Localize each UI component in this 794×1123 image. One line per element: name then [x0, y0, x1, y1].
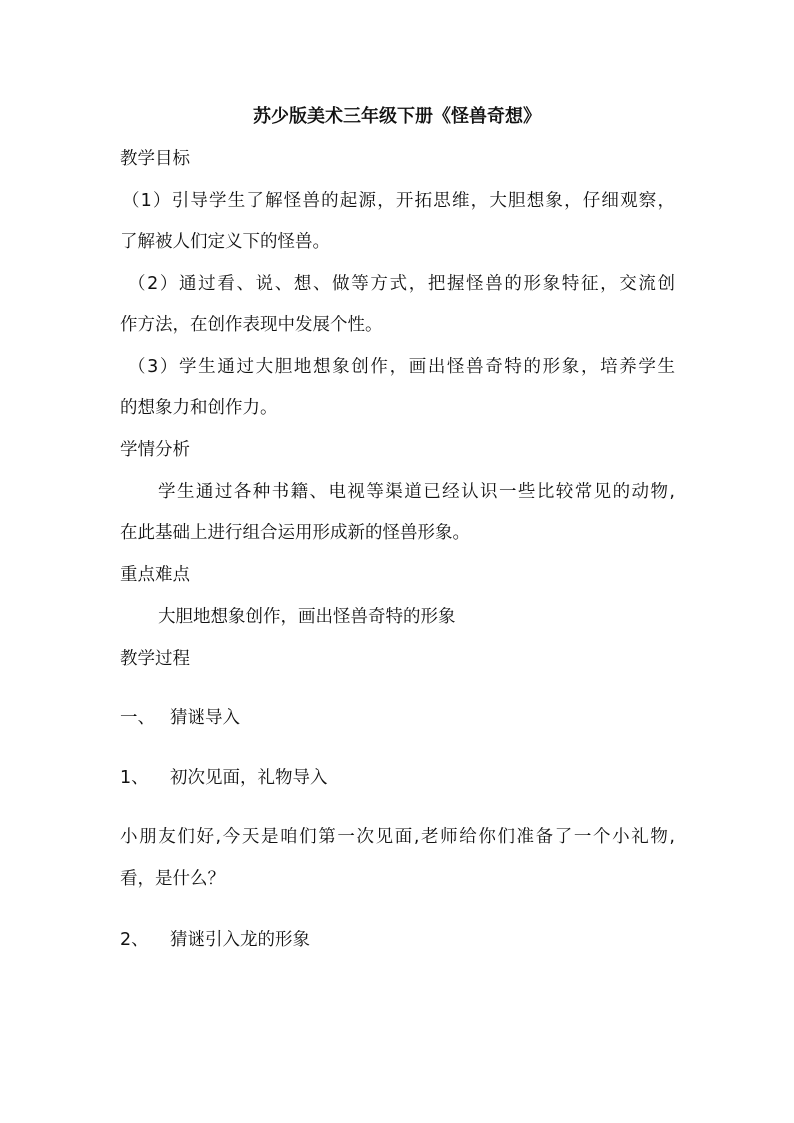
- paragraph-line-1: 小朋友们好,今天是咱们第一次见面,老师给你们准备了一个小礼物,: [120, 827, 675, 847]
- substep-2-text: 猜谜引入龙的形象: [170, 930, 310, 950]
- analysis-line-1: 学生通过各种书籍、电视等渠道已经认识一些比较常见的动物,: [158, 482, 675, 502]
- key-points-text: 大胆地想象创作，画出怪兽奇特的形象: [158, 607, 456, 627]
- goal-1-line-1: （1）引导学生了解怪兽的起源，开拓思维，大胆想象，仔细观察，: [122, 191, 675, 211]
- substep-1: [120, 766, 328, 790]
- step-1-number: 一、: [120, 708, 155, 728]
- goal-2-line-1: （2）通过看、说、想、做等方式，把握怪兽的形象特征，交流创: [128, 274, 675, 294]
- goal-1-line-2: 了解被人们定义下的怪兽。: [120, 232, 330, 252]
- analysis-line-2: 在此基础上进行组合运用形成新的怪兽形象。: [120, 523, 470, 543]
- heading-learning-analysis: 学情分析: [120, 440, 190, 460]
- paragraph-line-2: 看，是什么？: [120, 869, 225, 889]
- heading-key-points: 重点难点: [120, 565, 190, 585]
- step-1: [120, 706, 240, 730]
- heading-teaching-process: 教学过程: [120, 649, 190, 669]
- heading-teaching-goals: 教学目标: [120, 149, 190, 169]
- document-title: 苏少版美术三年级下册《怪兽奇想》: [253, 106, 541, 127]
- goal-2-line-2: 作方法，在创作表现中发展个性。: [120, 315, 383, 335]
- goal-3-line-1: （3）学生通过大胆地想象创作，画出怪兽奇特的形象，培养学生: [128, 357, 675, 377]
- goal-3-line-2: 的想象力和创作力。: [120, 398, 278, 418]
- substep-2: [120, 928, 310, 952]
- step-1-text: 猜谜导入: [170, 708, 240, 728]
- substep-2-number: 2、: [120, 930, 149, 950]
- substep-1-number: 1、: [120, 768, 149, 788]
- substep-1-text: 初次见面，礼物导入: [170, 768, 328, 788]
